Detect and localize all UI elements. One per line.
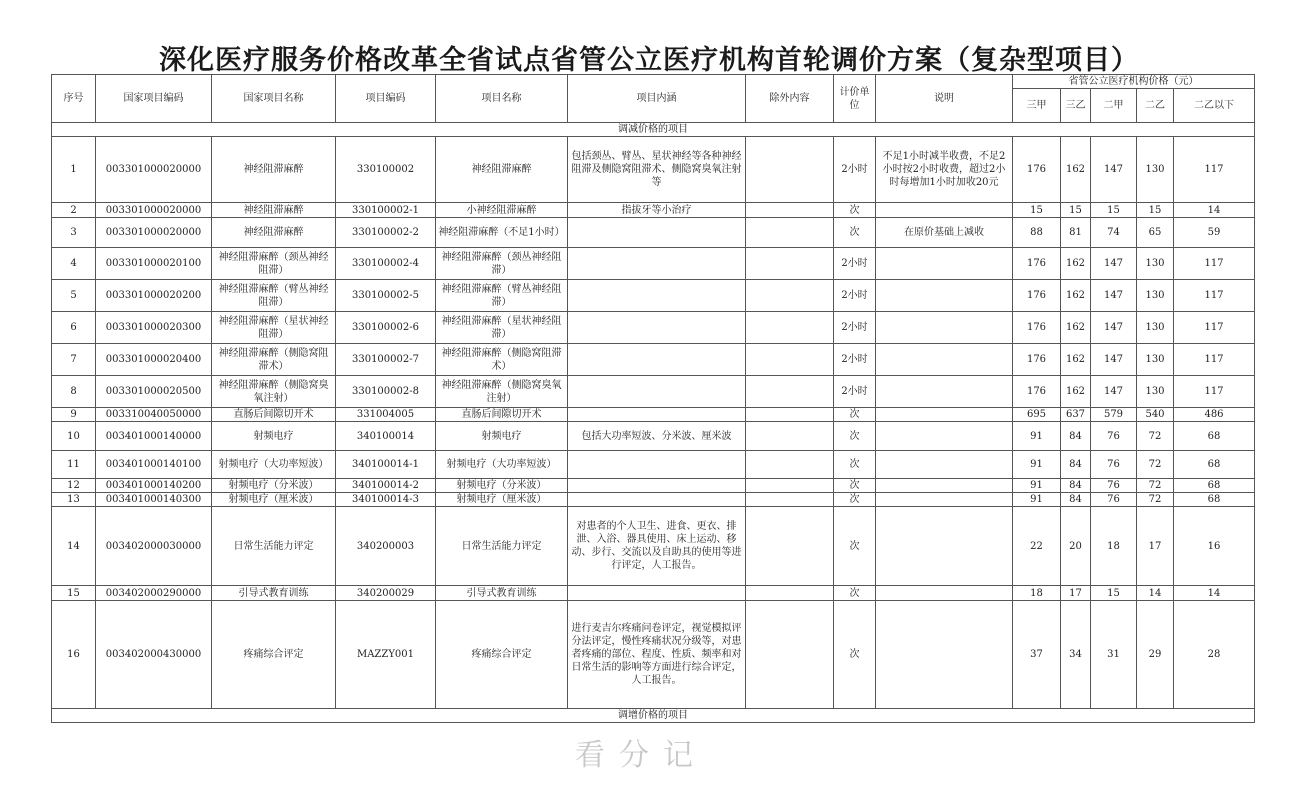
cell-nat-name: 射频电疗（厘米波） bbox=[212, 493, 336, 507]
cell-note bbox=[876, 451, 1013, 479]
cell-p5: 68 bbox=[1174, 493, 1255, 507]
cell-seq: 8 bbox=[52, 376, 96, 408]
cell-nat-code: 003402000030000 bbox=[96, 507, 212, 586]
cell-note bbox=[876, 203, 1013, 218]
cell-p3: 31 bbox=[1091, 601, 1137, 709]
header-level: 三甲 bbox=[1013, 89, 1061, 123]
cell-seq: 3 bbox=[52, 218, 96, 248]
table-row bbox=[52, 312, 1255, 344]
header-except: 除外内容 bbox=[746, 75, 834, 123]
cell-p3: 76 bbox=[1091, 451, 1137, 479]
cell-p1: 37 bbox=[1013, 601, 1061, 709]
cell-p4: 130 bbox=[1137, 344, 1174, 376]
cell-nat-code: 003301000020000 bbox=[96, 137, 212, 203]
cell-nat-code: 003401000140200 bbox=[96, 479, 212, 493]
cell-content bbox=[568, 312, 746, 344]
header-level: 三乙 bbox=[1061, 89, 1091, 123]
header-unit: 计价单位 bbox=[834, 75, 876, 123]
cell-nat-code: 003402000430000 bbox=[96, 601, 212, 709]
cell-except bbox=[746, 280, 834, 312]
cell-nat-code: 003401000140000 bbox=[96, 422, 212, 451]
cell-name: 射频电疗（厘米波） bbox=[436, 493, 568, 507]
cell-seq: 1 bbox=[52, 137, 96, 203]
cell-p2: 81 bbox=[1061, 218, 1091, 248]
cell-unit: 次 bbox=[834, 507, 876, 586]
cell-except bbox=[746, 408, 834, 422]
cell-unit: 2小时 bbox=[834, 344, 876, 376]
cell-code: 330100002-2 bbox=[336, 218, 436, 248]
header-content: 项目内涵 bbox=[568, 75, 746, 123]
cell-nat-code: 003401000140300 bbox=[96, 493, 212, 507]
cell-seq: 4 bbox=[52, 248, 96, 280]
cell-p5: 16 bbox=[1174, 507, 1255, 586]
cell-p1: 15 bbox=[1013, 203, 1061, 218]
cell-nat-code: 003301000020200 bbox=[96, 280, 212, 312]
cell-code: 331004005 bbox=[336, 408, 436, 422]
cell-p3: 147 bbox=[1091, 280, 1137, 312]
cell-except bbox=[746, 137, 834, 203]
cell-seq: 16 bbox=[52, 601, 96, 709]
cell-p3: 147 bbox=[1091, 137, 1137, 203]
cell-except bbox=[746, 451, 834, 479]
header-name: 项目名称 bbox=[436, 75, 568, 123]
cell-p5: 68 bbox=[1174, 422, 1255, 451]
cell-nat-code: 003301000020000 bbox=[96, 218, 212, 248]
table-row bbox=[52, 203, 1255, 218]
cell-p3: 147 bbox=[1091, 376, 1137, 408]
cell-name: 小神经阻滞麻醉 bbox=[436, 203, 568, 218]
cell-note bbox=[876, 312, 1013, 344]
cell-nat-name: 神经阻滞麻醉 bbox=[212, 137, 336, 203]
cell-code: MAZZY001 bbox=[336, 601, 436, 709]
cell-nat-code: 003301000020000 bbox=[96, 203, 212, 218]
cell-code: 330100002-6 bbox=[336, 312, 436, 344]
cell-nat-name: 射频电疗（分米波） bbox=[212, 479, 336, 493]
cell-seq: 2 bbox=[52, 203, 96, 218]
cell-code: 340100014 bbox=[336, 422, 436, 451]
cell-unit: 2小时 bbox=[834, 280, 876, 312]
cell-p5: 117 bbox=[1174, 280, 1255, 312]
cell-nat-name: 神经阻滞麻醉 bbox=[212, 218, 336, 248]
cell-p2: 84 bbox=[1061, 493, 1091, 507]
cell-except bbox=[746, 507, 834, 586]
cell-except bbox=[746, 376, 834, 408]
cell-p4: 17 bbox=[1137, 507, 1174, 586]
cell-except bbox=[746, 312, 834, 344]
cell-code: 340200003 bbox=[336, 507, 436, 586]
cell-p3: 147 bbox=[1091, 248, 1137, 280]
cell-name: 神经阻滞麻醉（侧隐窝臭氧注射） bbox=[436, 376, 568, 408]
cell-p4: 72 bbox=[1137, 451, 1174, 479]
cell-p5: 28 bbox=[1174, 601, 1255, 709]
cell-note bbox=[876, 376, 1013, 408]
cell-p5: 68 bbox=[1174, 479, 1255, 493]
cell-nat-name: 神经阻滞麻醉（臂丛神经阻滞） bbox=[212, 280, 336, 312]
cell-code: 330100002 bbox=[336, 137, 436, 203]
cell-seq: 13 bbox=[52, 493, 96, 507]
cell-content bbox=[568, 376, 746, 408]
section-row bbox=[52, 709, 1255, 723]
cell-p4: 540 bbox=[1137, 408, 1174, 422]
cell-p1: 88 bbox=[1013, 218, 1061, 248]
cell-nat-name: 神经阻滞麻醉（侧隐窝臭氧注射） bbox=[212, 376, 336, 408]
cell-p2: 162 bbox=[1061, 312, 1091, 344]
cell-p4: 130 bbox=[1137, 280, 1174, 312]
section-label: 调减价格的项目 bbox=[52, 123, 1255, 137]
cell-seq: 15 bbox=[52, 586, 96, 601]
cell-name: 射频电疗（大功率短波） bbox=[436, 451, 568, 479]
cell-code: 340100014-3 bbox=[336, 493, 436, 507]
header-national-code: 国家项目编码 bbox=[96, 75, 212, 123]
table-row bbox=[52, 493, 1255, 507]
cell-note bbox=[876, 344, 1013, 376]
cell-p2: 84 bbox=[1061, 451, 1091, 479]
cell-p3: 76 bbox=[1091, 422, 1137, 451]
cell-nat-name: 直肠后间隙切开术 bbox=[212, 408, 336, 422]
cell-nat-code: 003301000020400 bbox=[96, 344, 212, 376]
cell-p5: 14 bbox=[1174, 586, 1255, 601]
cell-code: 340100014-2 bbox=[336, 479, 436, 493]
cell-content bbox=[568, 344, 746, 376]
cell-except bbox=[746, 203, 834, 218]
section-row bbox=[52, 123, 1255, 137]
cell-nat-code: 003301000020500 bbox=[96, 376, 212, 408]
cell-p1: 91 bbox=[1013, 422, 1061, 451]
cell-p1: 22 bbox=[1013, 507, 1061, 586]
header-level: 二乙 bbox=[1137, 89, 1174, 123]
cell-unit: 2小时 bbox=[834, 137, 876, 203]
cell-p2: 17 bbox=[1061, 586, 1091, 601]
cell-unit: 次 bbox=[834, 408, 876, 422]
table-row bbox=[52, 451, 1255, 479]
cell-p5: 117 bbox=[1174, 344, 1255, 376]
cell-name: 神经阻滞麻醉（星状神经阻滞） bbox=[436, 312, 568, 344]
cell-p1: 176 bbox=[1013, 376, 1061, 408]
cell-code: 330100002-7 bbox=[336, 344, 436, 376]
cell-name: 神经阻滞麻醉 bbox=[436, 137, 568, 203]
cell-name: 射频电疗 bbox=[436, 422, 568, 451]
cell-name: 日常生活能力评定 bbox=[436, 507, 568, 586]
cell-p4: 14 bbox=[1137, 586, 1174, 601]
cell-name: 神经阻滞麻醉（颈丛神经阻滞） bbox=[436, 248, 568, 280]
cell-p3: 74 bbox=[1091, 218, 1137, 248]
cell-p3: 147 bbox=[1091, 312, 1137, 344]
cell-unit: 次 bbox=[834, 422, 876, 451]
cell-p4: 15 bbox=[1137, 203, 1174, 218]
cell-code: 330100002-5 bbox=[336, 280, 436, 312]
cell-nat-code: 003402000290000 bbox=[96, 586, 212, 601]
table-row bbox=[52, 601, 1255, 709]
cell-unit: 次 bbox=[834, 493, 876, 507]
cell-note: 不足1小时减半收费，不足2小时按2小时收费，超过2小时每增加1小时加收20元 bbox=[876, 137, 1013, 203]
header-note: 说明 bbox=[876, 75, 1013, 123]
cell-p5: 59 bbox=[1174, 218, 1255, 248]
cell-unit: 2小时 bbox=[834, 248, 876, 280]
header-seq: 序号 bbox=[52, 75, 96, 123]
cell-p3: 15 bbox=[1091, 203, 1137, 218]
cell-p4: 130 bbox=[1137, 312, 1174, 344]
cell-seq: 9 bbox=[52, 408, 96, 422]
cell-except bbox=[746, 248, 834, 280]
cell-note bbox=[876, 280, 1013, 312]
cell-note bbox=[876, 408, 1013, 422]
cell-unit: 2小时 bbox=[834, 376, 876, 408]
page-title: 深化医疗服务价格改革全省试点省管公立医疗机构首轮调价方案（复杂型项目） bbox=[159, 45, 1139, 76]
cell-code: 330100002-8 bbox=[336, 376, 436, 408]
cell-content bbox=[568, 408, 746, 422]
cell-p5: 117 bbox=[1174, 312, 1255, 344]
cell-p4: 130 bbox=[1137, 376, 1174, 408]
table-row bbox=[52, 408, 1255, 422]
cell-p1: 91 bbox=[1013, 493, 1061, 507]
cell-p2: 15 bbox=[1061, 203, 1091, 218]
cell-code: 330100002-1 bbox=[336, 203, 436, 218]
cell-seq: 7 bbox=[52, 344, 96, 376]
cell-p3: 76 bbox=[1091, 493, 1137, 507]
cell-p2: 162 bbox=[1061, 137, 1091, 203]
cell-nat-name: 疼痛综合评定 bbox=[212, 601, 336, 709]
cell-p4: 72 bbox=[1137, 422, 1174, 451]
cell-note: 在原价基础上减收 bbox=[876, 218, 1013, 248]
cell-p5: 117 bbox=[1174, 248, 1255, 280]
cell-except bbox=[746, 586, 834, 601]
cell-content bbox=[568, 493, 746, 507]
table-row bbox=[52, 479, 1255, 493]
cell-p2: 20 bbox=[1061, 507, 1091, 586]
cell-nat-code: 003310040050000 bbox=[96, 408, 212, 422]
cell-p5: 14 bbox=[1174, 203, 1255, 218]
price-table bbox=[51, 74, 1255, 723]
cell-p4: 72 bbox=[1137, 479, 1174, 493]
cell-p1: 695 bbox=[1013, 408, 1061, 422]
cell-p2: 84 bbox=[1061, 479, 1091, 493]
table-row bbox=[52, 280, 1255, 312]
cell-note bbox=[876, 601, 1013, 709]
cell-nat-name: 神经阻滞麻醉 bbox=[212, 203, 336, 218]
cell-name: 神经阻滞麻醉（臂丛神经阻滞） bbox=[436, 280, 568, 312]
cell-p5: 117 bbox=[1174, 376, 1255, 408]
cell-seq: 6 bbox=[52, 312, 96, 344]
cell-content: 指拔牙等小治疗 bbox=[568, 203, 746, 218]
header-level: 二甲 bbox=[1091, 89, 1137, 123]
cell-except bbox=[746, 493, 834, 507]
cell-unit: 2小时 bbox=[834, 312, 876, 344]
cell-nat-name: 神经阻滞麻醉（颈丛神经阻滞） bbox=[212, 248, 336, 280]
cell-nat-name: 神经阻滞麻醉（星状神经阻滞） bbox=[212, 312, 336, 344]
cell-unit: 次 bbox=[834, 203, 876, 218]
cell-nat-code: 003301000020300 bbox=[96, 312, 212, 344]
table-row bbox=[52, 248, 1255, 280]
cell-p3: 579 bbox=[1091, 408, 1137, 422]
cell-p1: 91 bbox=[1013, 451, 1061, 479]
cell-p4: 72 bbox=[1137, 493, 1174, 507]
cell-unit: 次 bbox=[834, 218, 876, 248]
cell-p2: 637 bbox=[1061, 408, 1091, 422]
cell-p1: 176 bbox=[1013, 312, 1061, 344]
cell-p5: 117 bbox=[1174, 137, 1255, 203]
table-row bbox=[52, 376, 1255, 408]
cell-p2: 162 bbox=[1061, 376, 1091, 408]
cell-p1: 91 bbox=[1013, 479, 1061, 493]
cell-p5: 68 bbox=[1174, 451, 1255, 479]
cell-except bbox=[746, 344, 834, 376]
cell-p3: 147 bbox=[1091, 344, 1137, 376]
cell-seq: 14 bbox=[52, 507, 96, 586]
cell-unit: 次 bbox=[834, 479, 876, 493]
cell-name: 神经阻滞麻醉（侧隐窝阻滞术） bbox=[436, 344, 568, 376]
cell-unit: 次 bbox=[834, 586, 876, 601]
cell-content bbox=[568, 218, 746, 248]
header-level: 二乙以下 bbox=[1174, 89, 1255, 123]
cell-content bbox=[568, 586, 746, 601]
cell-p2: 34 bbox=[1061, 601, 1091, 709]
cell-p1: 176 bbox=[1013, 344, 1061, 376]
cell-name: 神经阻滞麻醉（不足1小时） bbox=[436, 218, 568, 248]
cell-content bbox=[568, 248, 746, 280]
cell-nat-code: 003301000020100 bbox=[96, 248, 212, 280]
cell-code: 340200029 bbox=[336, 586, 436, 601]
cell-p4: 130 bbox=[1137, 248, 1174, 280]
cell-unit: 次 bbox=[834, 451, 876, 479]
cell-seq: 5 bbox=[52, 280, 96, 312]
cell-nat-name: 射频电疗 bbox=[212, 422, 336, 451]
cell-content bbox=[568, 479, 746, 493]
cell-name: 疼痛综合评定 bbox=[436, 601, 568, 709]
cell-content: 进行麦吉尔疼痛问卷评定，视觉模拟评分法评定，慢性疼痛状况分级等，对患者疼痛的部位、程度、性质、频率和对日常生活的影响等方面进行综合评定，人工报告。 bbox=[568, 601, 746, 709]
cell-note bbox=[876, 479, 1013, 493]
cell-p4: 65 bbox=[1137, 218, 1174, 248]
table-row bbox=[52, 137, 1255, 203]
cell-content: 对患者的个人卫生、进食、更衣、排泄、入浴、器具使用、床上运动、移动、步行、交流以及自助具的使用等进行评定，人工报告。 bbox=[568, 507, 746, 586]
cell-except bbox=[746, 218, 834, 248]
cell-unit: 次 bbox=[834, 601, 876, 709]
cell-content bbox=[568, 451, 746, 479]
cell-p2: 162 bbox=[1061, 280, 1091, 312]
cell-code: 330100002-4 bbox=[336, 248, 436, 280]
cell-p3: 18 bbox=[1091, 507, 1137, 586]
cell-p1: 176 bbox=[1013, 137, 1061, 203]
cell-seq: 11 bbox=[52, 451, 96, 479]
cell-nat-name: 神经阻滞麻醉（侧隐窝阻滞术） bbox=[212, 344, 336, 376]
cell-except bbox=[746, 601, 834, 709]
watermark: 看分记 bbox=[575, 738, 707, 773]
cell-p3: 76 bbox=[1091, 479, 1137, 493]
cell-nat-name: 射频电疗（大功率短波） bbox=[212, 451, 336, 479]
cell-note bbox=[876, 248, 1013, 280]
cell-note bbox=[876, 586, 1013, 601]
cell-content bbox=[568, 280, 746, 312]
cell-note bbox=[876, 422, 1013, 451]
cell-p2: 162 bbox=[1061, 248, 1091, 280]
cell-content: 包括大功率短波、分米波、厘米波 bbox=[568, 422, 746, 451]
cell-note bbox=[876, 493, 1013, 507]
cell-p3: 15 bbox=[1091, 586, 1137, 601]
cell-nat-code: 003401000140100 bbox=[96, 451, 212, 479]
table-row bbox=[52, 218, 1255, 248]
cell-p2: 84 bbox=[1061, 422, 1091, 451]
cell-seq: 10 bbox=[52, 422, 96, 451]
cell-p1: 18 bbox=[1013, 586, 1061, 601]
cell-except bbox=[746, 479, 834, 493]
cell-name: 引导式教育训练 bbox=[436, 586, 568, 601]
header-code: 项目编码 bbox=[336, 75, 436, 123]
table-row bbox=[52, 586, 1255, 601]
cell-p4: 130 bbox=[1137, 137, 1174, 203]
cell-content: 包括颈丛、臂丛、星状神经等各种神经阻滞及侧隐窝阻滞术、侧隐窝臭氧注射等 bbox=[568, 137, 746, 203]
cell-nat-name: 日常生活能力评定 bbox=[212, 507, 336, 586]
cell-code: 340100014-1 bbox=[336, 451, 436, 479]
cell-name: 直肠后间隙切开术 bbox=[436, 408, 568, 422]
cell-seq: 12 bbox=[52, 479, 96, 493]
table-row bbox=[52, 344, 1255, 376]
cell-name: 射频电疗（分米波） bbox=[436, 479, 568, 493]
cell-except bbox=[746, 422, 834, 451]
cell-p1: 176 bbox=[1013, 248, 1061, 280]
cell-note bbox=[876, 507, 1013, 586]
header-price-group: 省管公立医疗机构价格（元） bbox=[1013, 75, 1255, 89]
header-national-name: 国家项目名称 bbox=[212, 75, 336, 123]
table-row bbox=[52, 422, 1255, 451]
cell-p1: 176 bbox=[1013, 280, 1061, 312]
table-row bbox=[52, 507, 1255, 586]
cell-p2: 162 bbox=[1061, 344, 1091, 376]
cell-p5: 486 bbox=[1174, 408, 1255, 422]
cell-p4: 29 bbox=[1137, 601, 1174, 709]
section-label: 调增价格的项目 bbox=[52, 709, 1255, 723]
cell-nat-name: 引导式教育训练 bbox=[212, 586, 336, 601]
